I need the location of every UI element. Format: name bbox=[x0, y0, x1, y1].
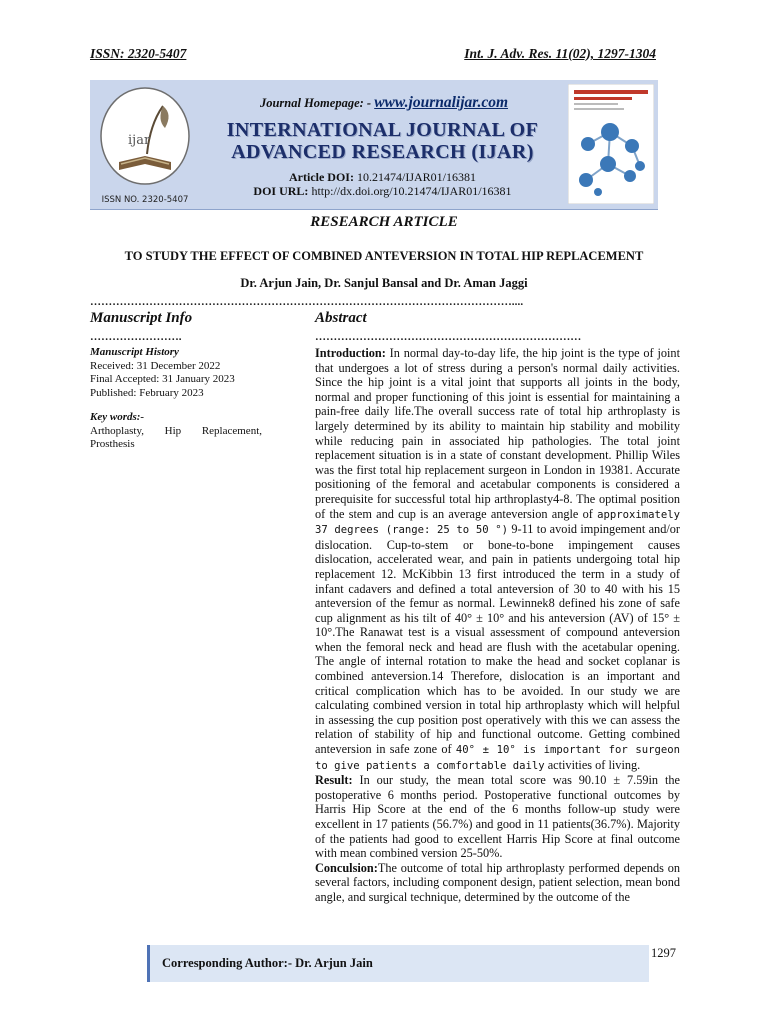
introduction-text: activities of living. bbox=[547, 757, 641, 772]
history-heading: Manuscript History bbox=[90, 346, 179, 358]
journal-title-line2: ADVANCED RESEARCH (IJAR) bbox=[231, 141, 534, 163]
doi-url-label: DOI URL: bbox=[253, 184, 309, 198]
dotted-separator-right: ……………………………………………………………… bbox=[315, 331, 582, 343]
author-list: Dr. Arjun Jain, Dr. Sanjul Bansal and Dr. Aman Jaggi bbox=[240, 276, 528, 290]
introduction-text-mono: 40° ± 10° is important for surgeon to give patients a comfortable daily bbox=[315, 744, 680, 772]
doi-url bbox=[200, 184, 565, 198]
abstract-body bbox=[315, 346, 680, 905]
article-type: RESEARCH ARTICLE bbox=[310, 214, 458, 230]
logo-issn: ISSN NO. 2320-5407 bbox=[101, 195, 189, 204]
introduction-label: Introduction: bbox=[315, 346, 386, 360]
introduction-text: In normal day-to-day life, the hip joint is the type of joint that undergoes a lot of stress during a person's normal daily activities. Since the hip joint is a vital joint that supports all joints in the body, normal and proper functioning of this joint is essential for maintaining a pain-free daily life.The overall success rate of total hip arthroplasty is largely determined by its ability to maintain hip stability and mobility while reducing pain in associated hip pathologies. The total joint replacement situation is in a state of constant development. Phillip Wiles was the first total hip replacement surgeon in London in 19381. Accurate positioning of the femoral and acetabular components is considered a prerequisite for successful total hip arthroplasty4-8. The optimal position of the stem and cup is an average anteversion angle of bbox=[315, 346, 680, 521]
citation-header: Int. J. Adv. Res. 11(02), 1297-1304 bbox=[464, 46, 656, 61]
manuscript-info-heading: Manuscript Info bbox=[90, 310, 193, 326]
abstract-introduction bbox=[315, 346, 680, 773]
journal-cover-icon bbox=[568, 84, 654, 204]
published-date: Published: February 2023 bbox=[90, 386, 204, 399]
keyword: Replacement, bbox=[201, 424, 262, 437]
homepage-link[interactable]: www.journalijar.com bbox=[374, 94, 509, 111]
issn-header: ISSN: 2320-5407 bbox=[90, 46, 187, 61]
keyword: Prosthesis bbox=[90, 438, 135, 450]
keywords-block bbox=[90, 411, 262, 452]
corresponding-author-box: Corresponding Author:- Dr. Arjun Jain bbox=[147, 945, 649, 982]
introduction-text: 9-11 to avoid impingement and/or dislocation. Cup-to-stem or bone-to-bone impingement causes dislocation, accelerated wear, and pain in patients undergoing total hip replacement 12. McKibbin 13 first introduced the term in a study of infant cadavers and defined a total anteversion of 30 to 40 with his 15 anteversion of the femur as normal. Lewinnek8 defined his zone of safe cup alignment as his tilt of 40° ± 10° and his anteversion (AV) of 15° ± 10°.The Ranawat test is a visual assessment of compound anteversion when the femoral neck and head are flush with the acetabular opening. The angle of internal rotation to make the head and socket coplanar is combined anteversion.14 Therefore, dislocation is an important and critical complication which has to be avoided. In our study we are calculating combined version in total hip arthroplasty which will helpful in assessing the cup position post operatively with this we can assess the relation of stability of hip and functional outcome. Getting combined anteversion in safe zone of bbox=[315, 522, 681, 757]
introduction-text-mono: approximately 37 degrees (range: 25 to 50 °) bbox=[315, 508, 680, 537]
journal-title bbox=[200, 119, 565, 163]
result-text: In our study, the mean total score was 90.10 ± 7.59in the postoperative 6 months period. Postoperative functional outcomes by Harris Hip Score at the end of the 6 months follow-up study were excellent in 17 patients (56.7%) and good in 11 patients(36.7%). Majority of the patients had good to excellent Harris Hip Score at final outcome with mean combined version 25-50%. bbox=[315, 773, 680, 861]
keyword: Hip bbox=[164, 424, 182, 437]
conclusion-label: Conculsion: bbox=[315, 860, 378, 875]
doi-url-link[interactable]: http://dx.doi.org/10.21474/IJAR01/16381 bbox=[311, 184, 512, 198]
manuscript-history bbox=[90, 346, 262, 400]
doi-value: 10.21474/IJAR01/16381 bbox=[356, 170, 476, 184]
keywords-heading: Key words:- bbox=[90, 411, 145, 423]
abstract-heading: Abstract bbox=[315, 310, 367, 326]
keyword: Arthoplasty, bbox=[90, 424, 144, 437]
abstract-conclusion bbox=[315, 861, 680, 905]
abstract-result bbox=[315, 773, 680, 861]
page-number: 1297 bbox=[651, 946, 676, 960]
conclusion-text: The outcome of total hip arthroplasty performed depends on several factors, including component design, patient selection, mean bond angle, and surgical technique, determined by the outcome of the bbox=[315, 860, 680, 904]
homepage-label: Journal Homepage: - bbox=[259, 96, 372, 110]
dotted-separator: …………………………………………………………………………………………………….... bbox=[90, 296, 524, 308]
dotted-separator-left: ……………………. bbox=[90, 331, 182, 343]
received-date: Received: 31 December 2022 bbox=[90, 359, 221, 372]
accepted-date: Final Accepted: 31 January 2023 bbox=[90, 373, 235, 385]
paper-title: TO STUDY THE EFFECT OF COMBINED ANTEVERSION IN TOTAL HIP REPLACEMENT bbox=[124, 249, 644, 263]
doi-label: Article DOI: bbox=[289, 170, 354, 184]
logo-text: ijar bbox=[128, 133, 151, 148]
journal-title-line1: INTERNATIONAL JOURNAL OF bbox=[226, 119, 539, 141]
article-doi bbox=[200, 170, 565, 184]
result-label: Result: bbox=[315, 773, 353, 788]
